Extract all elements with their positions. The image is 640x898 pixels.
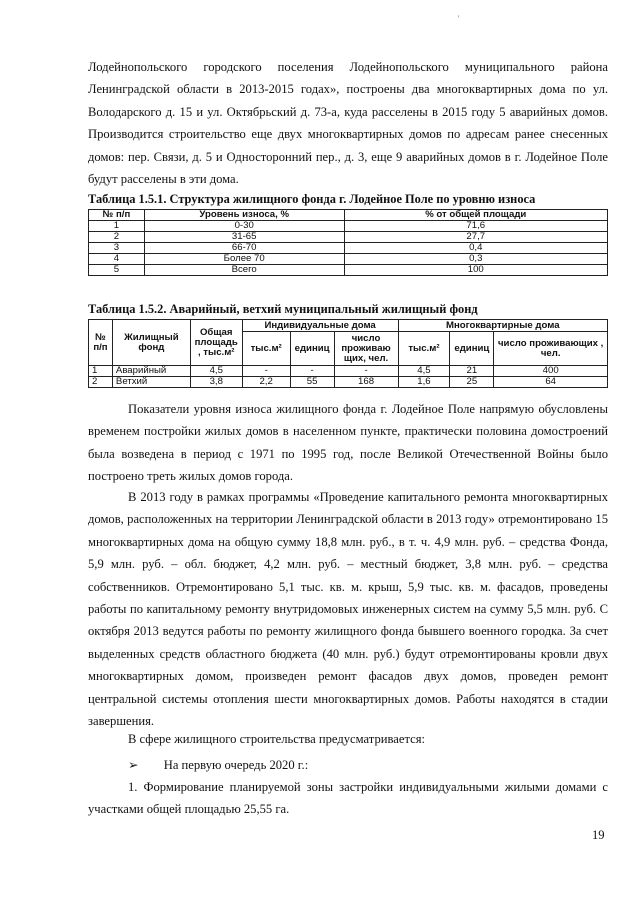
table1-header-num: № п/п: [89, 210, 145, 221]
table2-cell: -: [290, 366, 334, 377]
table2-cell: -: [242, 366, 290, 377]
intro-paragraph: Лодейнопольского городского поселения Лодейнопольского муниципального района Ленинградской области в 2013-2015 годах», построены два многоквартирных дома по ул. Володарского д. 15 и ул. Октябрьский д. 73-а, куда расселены в 2015 году 5 аварийных домов. Производится строительство еще двух многоквартирных домов по адресам ранее снесенных домов: пер. Связи, д. 5 и Односторонний пер., д. 3, еще 9 аварийных домов в г. Лодейное Поле будут расселены в эти дома.: [88, 60, 608, 187]
paragraph-wear-factors: Показатели уровня износа жилищного фонда г. Лодейное Поле напрямую обусловлены временем постройки жилых домов в населенном пункте, практически половина домостроений была возведена в период с 1971 по 1995 год, после Великой Отечественной Войны было построено треть жилых домов города.: [88, 402, 608, 484]
table1-cell: 0,3: [344, 254, 608, 265]
table2-cell: 168: [334, 377, 398, 388]
table2-cell: 21: [450, 366, 494, 377]
table1-cell: Всего: [144, 265, 344, 276]
bullet-first-stage: [128, 754, 308, 776]
table1-row: [89, 254, 608, 265]
paragraph-capital-repair: В 2013 году в рамках программы «Проведение капитального ремонта многоквартирных домов, расположенных на территории Ленинградской области в 2013 году» отремонтировано 15 многоквартирных дома на общую сумму 18,8 млн. руб., в т. ч. 4,9 млн. руб. – средства Фонда, 5,9 млн. руб. – обл. бюджет, 4,2 млн. руб. – местный бюджет, 3,8 млн. руб. – средства собственников. Отремонтировано 5,1 тыс. кв. м. крыш, 5,9 тыс. кв. м. фасадов, проведены работы по капитальному ремонту внутридомовых инженерных систем на сумму 5,5 млн. руб. С октября 2013 ведутся работы по ремонту жилищного фонда бывшего военного городка. За счет выделенных средств областного бюджета (40 млн. руб.) будут отремонтированы кровли двух многоквартирных домом, произведен ремонт фасадов двух домов, проведен ремонт центральной системы отопления шести многоквартирных домов. Работы находятся в стадии завершения.: [88, 490, 608, 729]
table2-cell: -: [334, 366, 398, 377]
table1-cell: 66-70: [144, 243, 344, 254]
table2-cell: Ветхий: [112, 377, 190, 388]
table1-cell: Более 70: [144, 254, 344, 265]
table2-cell: 1: [89, 366, 113, 377]
table-emergency-housing: [88, 319, 608, 388]
table1-cell: 5: [89, 265, 145, 276]
table2-row: [89, 366, 608, 377]
table2-cell: 55: [290, 377, 334, 388]
table1-cell: 2: [89, 232, 145, 243]
table2-cell: 25: [450, 377, 494, 388]
table1-header-share: % от общей площади: [344, 210, 608, 221]
table2-header-fund: Жилищный фонд: [112, 320, 190, 366]
table1-cell: 100: [344, 265, 608, 276]
table2-cell: 3,8: [190, 377, 242, 388]
table2-cell: 4,5: [398, 366, 450, 377]
table2-header-ths-ind: тыс.м²: [242, 332, 290, 366]
table1-row: [89, 243, 608, 254]
table1-row: [89, 232, 608, 243]
table1-cell: 31-65: [144, 232, 344, 243]
table2-row: [89, 377, 608, 388]
table1-header-wear: Уровень износа, %: [144, 210, 344, 221]
table2-cell: 2,2: [242, 377, 290, 388]
table2-header-multi: Многоквартирные дома: [398, 320, 608, 332]
paragraph-housing-construction: В сфере жилищного строительства предусматривается:: [128, 732, 425, 746]
table2-caption: Таблица 1.5.2. Аварийный, ветхий муниципальный жилищный фонд: [88, 302, 478, 316]
table2-body: [89, 366, 608, 388]
table2-cell: 64: [494, 377, 608, 388]
table2-header-people-multi: число проживающих , чел.: [494, 332, 608, 366]
table1-cell: 1: [89, 221, 145, 232]
page-number: 19: [592, 828, 605, 842]
scan-mark: ': [458, 14, 460, 23]
table1-cell: 0,4: [344, 243, 608, 254]
table2-header-area: Общая площадь , тыс.м²: [190, 320, 242, 366]
table2-header-individual: Индивидуальные дома: [242, 320, 398, 332]
table2-header-row-1: [89, 320, 608, 332]
table1-cell: 71,6: [344, 221, 608, 232]
table2-header-ths-multi: тыс.м²: [398, 332, 450, 366]
table1-caption: Таблица 1.5.1. Структура жилищного фонда г. Лодейное Поле по уровню износа: [88, 192, 536, 206]
table1-cell: 27,7: [344, 232, 608, 243]
table1-row: [89, 265, 608, 276]
table1-cell: 3: [89, 243, 145, 254]
table1-cell: 0-30: [144, 221, 344, 232]
table1-row: [89, 221, 608, 232]
paragraph-zone-formation: 1. Формирование планируемой зоны застройки индивидуальными жилыми домами с участками общей площадью 25,55 га.: [88, 780, 608, 817]
table1-body: [89, 221, 608, 276]
table-wear-structure: [88, 209, 608, 276]
table2-cell: 4,5: [190, 366, 242, 377]
table1-header-row: [89, 210, 608, 221]
table2-cell: 400: [494, 366, 608, 377]
table2-cell: Аварийный: [112, 366, 190, 377]
table2-header-people-ind: число проживаю щих, чел.: [334, 332, 398, 366]
table2-header-units-multi: единиц: [450, 332, 494, 366]
table1-cell: 4: [89, 254, 145, 265]
arrow-bullet-icon: ➢: [128, 758, 139, 772]
bullet-first-stage-text: На первую очередь 2020 г.:: [163, 758, 309, 772]
table2-header-units-ind: единиц: [290, 332, 334, 366]
table2-cell: 2: [89, 377, 113, 388]
table2-header-num: № п/п: [89, 320, 113, 366]
table2-cell: 1,6: [398, 377, 450, 388]
